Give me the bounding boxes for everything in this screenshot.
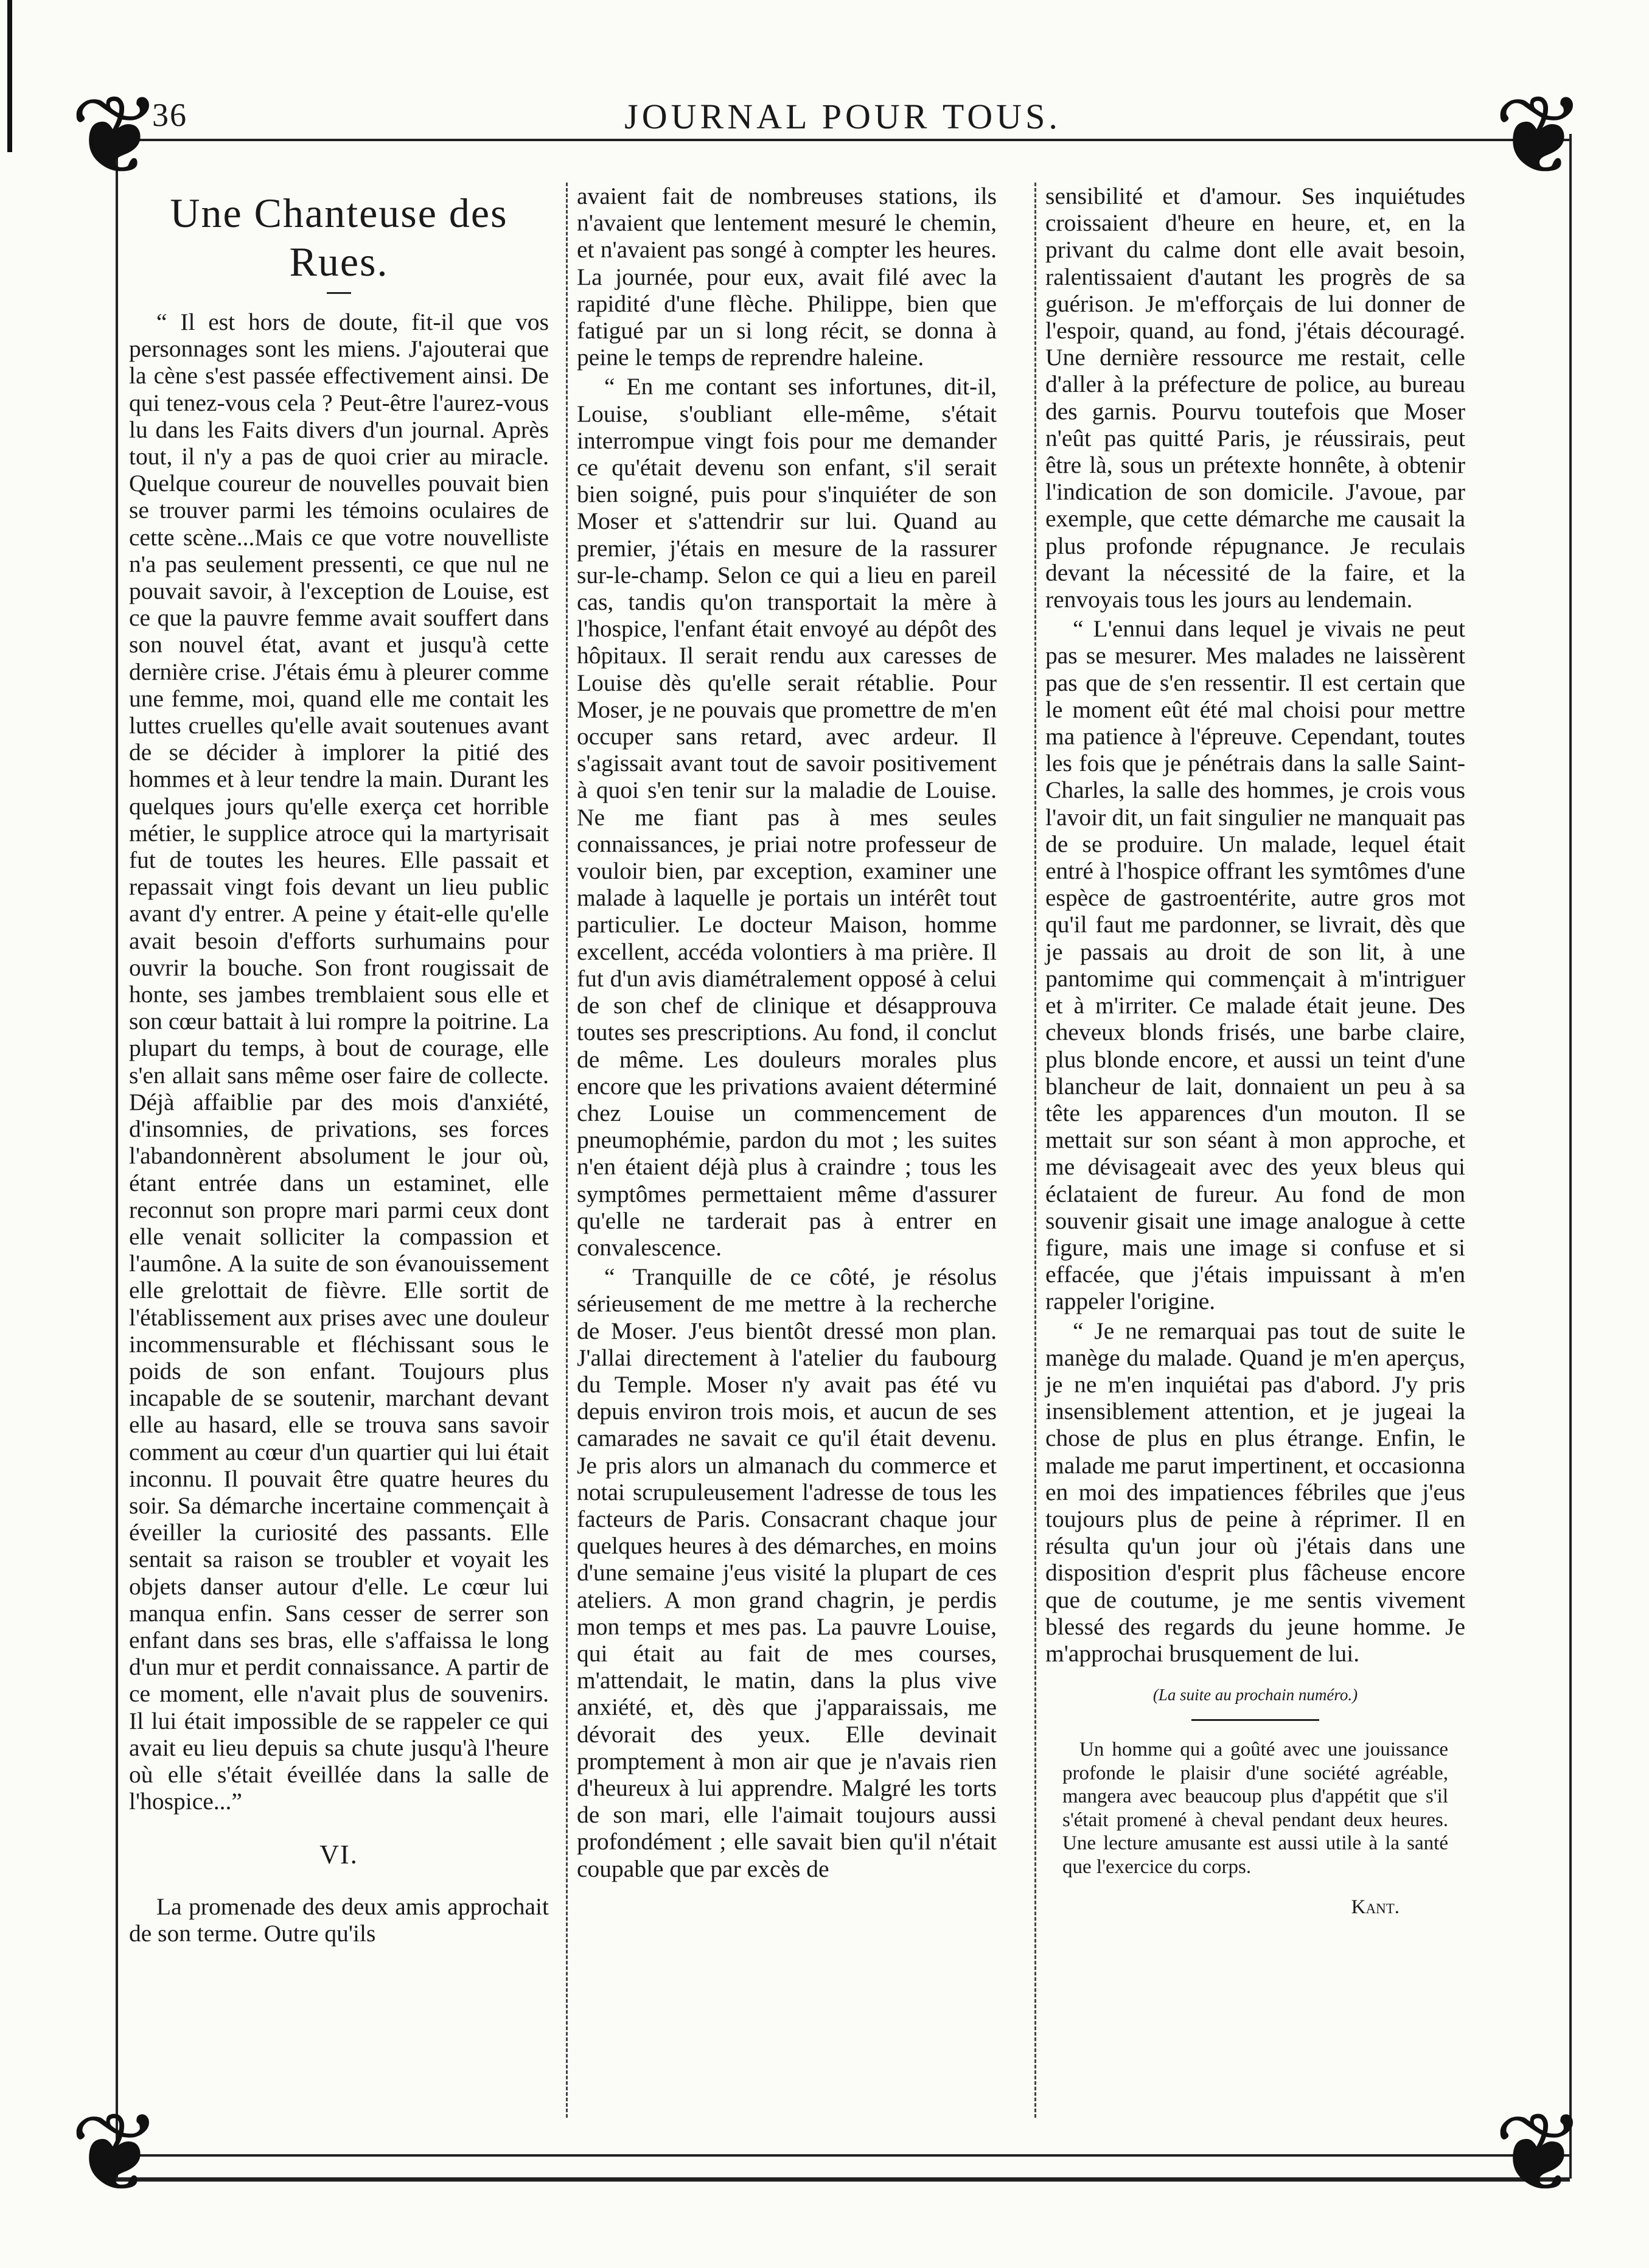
section-heading: VI. (319, 1840, 358, 1870)
page-number: 36 (152, 97, 187, 133)
bottom-border (116, 2154, 1570, 2182)
quote-text: Un homme qui a goûté avec une jouissance profonde le plaisir d'une société agréable, mangera avec beaucoup plus d'appétit que s'il s'était promené à cheval pendant deux heures. Une lecture amusante est aussi utile à la santé que l'exercice du corps. (1062, 1739, 1448, 1878)
paragraph: “ Je ne remarquai pas tout de suite le manège du malade. Quand je m'en aperçus, je ne m'en inquiétai pas d'abord. J'y pris insensiblement attention, et je jugeai la chose de plus en plus étrange. Enfin, le malade me parut impertinent, et occasionna en moi des impatiences fébriles que j'eus toujours plus de peine à réprimer. Il en résulta qu'un jour où j'étais dans une disposition d'esprit plus fâcheuse encore que de coutume, je me sentis vivement blessé des regards du jeune homme. Je m'approchai brusquement de lui. (1045, 1317, 1465, 1667)
divider (1191, 1719, 1319, 1721)
article-title: Une Chanteuse des Rues. (170, 190, 508, 285)
column-separator (1034, 183, 1036, 2118)
column-separator (566, 183, 568, 2118)
paragraph: “ Il est hors de doute, fit-il que vos personnages sont les miens. J'ajouterai que la cène s'est passée effectivement ainsi. De qui tenez-vous cela ? Peut-être l'aurez-vous lu dans les Faits divers d'un journal. Après tout, il n'y a pas de quoi crier au miracle. Quelque coureur de nouvelles pouvait bien se trouver parmi les témoins oculaires de cette scène...Mais ce que votre nouvelliste n'a pas seulement pressenti, ce que nul ne pouvait savoir, à l'exception de Louise, est ce que la pauvre femme avait souffert dans son nouvel état, avant et jusqu'à cette dernière crise. J'étais ému à pleurer comme une femme, moi, quand elle me contait les luttes cruelles qu'elle avait soutenues avant de se décider à implorer la pitié des hommes et à leur tendre la main. Durant les quelques jours qu'elle exerça cet horrible métier, le supplice atroce qui la martyrisait fut de toutes les heures. Elle passait et repassait vingt fois devant un lieu public avant d'y entrer. A peine y était-elle qu'elle avait besoin d'efforts surhumains pour ouvrir la bouche. Son front rougissait de honte, ses jambes tremblaient sous elle et son cœur battait à lui rompre la poitrine. La plupart du temps, à bout de courage, elle s'en allait sans même oser faire de collecte. Déjà affaiblie par des mois d'anxiété, d'insomnies, de privations, ses forces l'abandonnèrent absolument le jour où, étant entrée dans un estaminet, elle reconnut son propre mari parmi ceux dont elle venait solliciter la compassion et l'aumône. A la suite de son évanouissement elle grelottait de fièvre. Elle sortit de l'établissement aux prises avec une douleur incommensurable et fléchissant sous le poids de son enfant. Toujours plus incapable de se soutenir, marchant devant elle au hasard, elle se trouva sans savoir comment au cœur d'un quartier qui lui était inconnu. Il pouvait être quatre heures du soir. Sa démarche incertaine commençait à éveiller la curiosité des passants. Elle sentait sa raison se troubler et voyait les objets danser autour d'elle. Le cœur lui manqua enfin. Sans cesser de serrer son enfant dans ses bras, elle s'affaissa le long d'un mur et perdit connaissance. A partir de ce moment, elle n'avait plus de souvenirs. Il lui était impossible de se rappeler ce qui avait eu lieu depuis sa chute jusqu'à l'heure où elle s'était éveillée dans la salle de l'hospice...” (129, 309, 549, 1815)
continued-note: (La suite au prochain numéro.) (1152, 1686, 1358, 1704)
page-header (116, 91, 1570, 140)
paragraph: “ Tranquille de ce côté, je résolus sérieusement de me mettre à la recherche de Moser. J'eus bientôt dressé mon plan. J'allai directement à l'atelier du faubourg du Temple. Moser n'y avait pas été vu depuis environ trois mois, et aucun de ses camarades ne savait ce qu'il était devenu. Je pris alors un almanach du commerce et notai scrupuleusement l'adresse de tous les facteurs de Paris. Consacrant chaque jour quelques heures à des démarches, en moins d'une semaine j'eus visité la plupart de ces ateliers. A mon grand chagrin, je perdis mon temps et mes pas. La pauvre Louise, qui était au fait de mes courses, m'attendait, le matin, dans la plus vive anxiété, et, dès que j'apparaissais, me dévorait des yeux. Elle devinait promptement à mon air que je n'avais rien d'heureux à lui apprendre. Malgré les torts de son mari, elle l'aimait toujours aussi profondément ; elle savait bien qu'il n'était coupable que par excès de (577, 1263, 997, 1882)
corner-flourish-icon: ❦ (1493, 2093, 1586, 2214)
corner-flourish-icon: ❦ (69, 2093, 162, 2214)
corner-flourish-icon: ❦ (1493, 76, 1586, 197)
paragraph: sensibilité et d'amour. Ses inquiétudes croissaient d'heure en heure, et, en la privant du calme dont elle avait besoin, ralentissaient d'autant les progrès de sa guérison. Je m'efforçais de lui donner de l'espoir, quand, au fond, j'étais découragé. Une dernière ressource me restait, celle d'aller à la préfecture de police, au bureau des garnis. Pourvu toutefois que Moser n'eût pas quitté Paris, je réussirais, peut être là, sous un prétexte honnête, à obtenir l'indication de son domicile. J'avoue, par exemple, que cette démarche me causait la plus profonde répugnance. Je reculais devant la nécessité de la faire, et la renvoyais tous les jours au lendemain. (1045, 183, 1465, 613)
title-dash (327, 292, 351, 294)
column-3 (1045, 183, 1465, 1919)
paragraph: avaient fait de nombreuses stations, ils n'avaient que lentement mesuré le chemin, et n'avaient pas songé à compter les heures. La journée, pour eux, avait filé avec la rapidité d'une flèche. Philippe, bien que fatigué par un si long récit, se donna à peine le temps de reprendre haleine. (577, 183, 997, 371)
quote-block (1045, 1738, 1465, 1919)
journal-title: JOURNAL POUR TOUS. (624, 97, 1061, 136)
left-edge-rule (7, 0, 12, 152)
column-1 (129, 183, 549, 1947)
corner-flourish-icon: ❦ (69, 76, 162, 197)
column-2 (577, 183, 997, 1882)
paragraph: “ En me contant ses infortunes, dit-il, Louise, s'oubliant elle-même, s'était interrompue vingt fois pour me demander ce qu'était devenu son enfant, s'il serait bien soigné, puis pour s'inquiéter de son Moser et s'attendrir sur lui. Quand au premier, j'étais en mesure de la rassurer sur-le-champ. Selon ce qui a lieu en pareil cas, tandis qu'on transportait la mère à l'hospice, l'enfant était envoyé au dépôt des hôpitaux. Il serait rendu aux caresses de Louise dès qu'elle serait rétablie. Pour Moser, je ne pouvais que promettre de m'en occuper sans retard, avec ardeur. Il s'agissait avant tout de savoir positivement à quoi s'en tenir sur la maladie de Louise. Ne me fiant pas à mes seules connaissances, je priai notre professeur de vouloir bien, par exception, examiner une malade à laquelle je portais un intérêt tout particulier. Le docteur Maison, homme excellent, accéda volontiers à ma prière. Il fut d'un avis diamétralement opposé à celui de son chef de clinique et désapprouva toutes ses prescriptions. Au fond, il conclut de même. Les douleurs morales plus encore que les privations avaient déterminé chez Louise un commencement de pneumophémie, pardon du mot ; les suites n'en étaient déjà plus à craindre ; tous les symptômes permettaient même d'assurer qu'elle ne tarderait pas à entrer en convalescence. (577, 373, 997, 1261)
paragraph: La promenade des deux amis approchait de son terme. Outre qu'ils (129, 1893, 549, 1947)
quote-author: Kant. (1351, 1896, 1400, 1919)
paragraph: “ L'ennui dans lequel je vivais ne peut pas se mesurer. Mes malades ne laissèrent pas que de s'en ressentir. Il est certain que le moment eût été mal choisi pour mettre ma patience à l'épreuve. Cependant, toutes les fois que je pénétrais dans la salle Saint-Charles, la salle des hommes, je crois vous l'avoir dit, un fait singulier ne manquait pas de se produire. Un malade, lequel était entré à l'hospice offrant les symtômes d'une espèce de gastroentérite, autre gros mot qu'il faut me pardonner, se livrait, dès que je passais au droit de son lit, à une pantomime qui commençait à m'intriguer et à m'irriter. Ce malade était jeune. Des cheveux blonds frisés, une barbe claire, plus blonde encore, et aussi un teint d'une blancheur de lait, donnaient un peu à sa tête les apparences d'un mouton. Il se mettait sur son séant à mon approche, et me dévisageait avec des yeux bleus qui éclataient de fureur. Au fond de mon souvenir gisait une image analogue à cette figure, mais une image si confuse et si effacée, que j'étais impuissant à m'en rappeler l'origine. (1045, 615, 1465, 1315)
